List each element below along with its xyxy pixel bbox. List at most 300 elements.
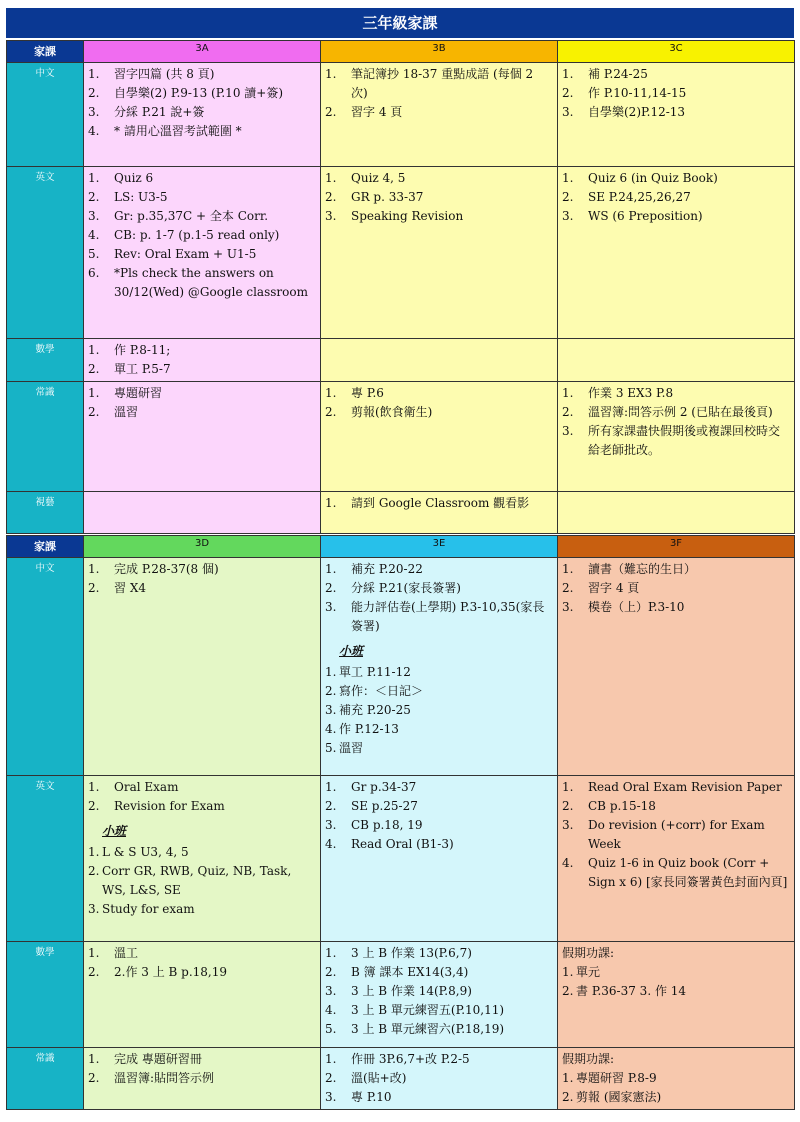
item-number: 2. [325, 684, 337, 698]
homework-list [88, 560, 316, 598]
homework-cell [558, 167, 795, 339]
table-row [7, 382, 795, 492]
table-row [7, 63, 795, 167]
item-text: SE P.24,25,26,27 [588, 190, 691, 204]
list-item [325, 982, 553, 1001]
header-label: 家課 [7, 41, 84, 63]
item-text: GR p. 33-37 [351, 190, 424, 204]
item-text: SE p.25-27 [351, 799, 418, 813]
item-text: Quiz 6 (in Quiz Book) [588, 171, 718, 185]
item-number: 1. [325, 562, 337, 576]
item-text: 作 P.8-11; [114, 343, 171, 357]
item-text: LS: U3-5 [114, 190, 168, 204]
list-item [88, 384, 316, 403]
item-number: 2. [325, 581, 337, 595]
homework-list [325, 65, 553, 122]
list-item [325, 778, 553, 797]
list-item [325, 384, 553, 403]
item-text: 習 X4 [114, 581, 146, 595]
item-number: 3. [562, 209, 574, 223]
homework-list [325, 384, 553, 422]
item-number: 4. [88, 124, 100, 138]
item-text: 3 上 B 單元練習五(P.10,11) [351, 1003, 505, 1017]
class-header: 3E [321, 536, 558, 558]
item-number: 1. [325, 780, 337, 794]
item-text: *Pls check the answers on 30/12(Wed) @Google classroom [114, 266, 308, 299]
table-row [7, 558, 795, 776]
class-header: 3C [558, 41, 795, 63]
list-item [88, 1050, 316, 1069]
item-number: 2. [562, 405, 574, 419]
list-item [562, 982, 790, 1001]
item-number: 1. [562, 562, 574, 576]
item-text: Corr GR, RWB, Quiz, NB, Task, WS, L&S, SE [102, 864, 292, 897]
item-text: 補充 P.20-25 [339, 703, 411, 717]
homework-list [325, 778, 553, 854]
item-text: Read Oral (B1-3) [351, 837, 454, 851]
homework-cell [558, 63, 795, 167]
item-text: 專 P.6 [351, 386, 384, 400]
item-text: Gr: p.35,37C + 全本 Corr. [114, 209, 269, 223]
homework-cell [558, 492, 795, 534]
list-item [562, 188, 790, 207]
item-number: 2. [88, 799, 100, 813]
list-item [562, 778, 790, 797]
list-item [562, 103, 790, 122]
homework-list [562, 169, 790, 226]
item-text: 分綵 P.21(家長簽署) [351, 581, 461, 595]
item-text: L & S U3, 4, 5 [102, 845, 189, 859]
table-row [7, 167, 795, 339]
homework-list [325, 663, 553, 758]
item-number: 2. [88, 190, 100, 204]
list-item [88, 963, 316, 982]
list-item [325, 560, 553, 579]
item-number: 1. [562, 386, 574, 400]
holiday-note: 假期功課: [562, 946, 615, 960]
item-number: 1. [325, 946, 337, 960]
list-item [325, 103, 553, 122]
item-number: 3. [325, 703, 337, 717]
homework-table-1 [6, 40, 795, 534]
item-text: * 請用心溫習考試範圍 * [114, 124, 242, 138]
item-text: 溫習 [339, 741, 364, 755]
item-text: 補充 P.20-22 [351, 562, 423, 576]
item-text: 分綵 P.21 說+簽 [114, 105, 205, 119]
item-text: CB p.18, 19 [351, 818, 423, 832]
homework-cell [84, 1048, 321, 1110]
list-item [562, 403, 790, 422]
homework-cell [558, 942, 795, 1048]
list-item [88, 360, 316, 379]
item-number: 1. [88, 845, 100, 859]
list-item [88, 207, 316, 226]
item-number: 3. [325, 209, 337, 223]
homework-list [562, 560, 790, 617]
homework-table-2 [6, 535, 795, 1110]
item-number: 3. [325, 984, 337, 998]
item-number: 5. [88, 247, 100, 261]
list-item [562, 797, 790, 816]
item-number: 1. [562, 1071, 574, 1085]
homework-cell [84, 942, 321, 1048]
homework-list [562, 1069, 790, 1107]
item-text: 作 P.12-13 [339, 722, 399, 736]
table-row [7, 942, 795, 1048]
subject-label: 英文 [7, 776, 84, 942]
item-number: 2. [562, 190, 574, 204]
item-text: Rev: Oral Exam + U1-5 [114, 247, 257, 261]
list-item [562, 816, 790, 854]
homework-cell [321, 942, 558, 1048]
list-item [88, 1069, 316, 1088]
item-text: 能力評估卷(上學期) P.3-10,35(家長簽署) [351, 600, 545, 633]
item-number: 2. [88, 864, 100, 878]
homework-list [88, 169, 316, 302]
item-text: Oral Exam [114, 780, 179, 794]
list-item [562, 422, 790, 460]
item-text: 模卷（上）P.3-10 [588, 600, 685, 614]
item-number: 1. [562, 780, 574, 794]
list-item [325, 701, 553, 720]
list-item [562, 598, 790, 617]
homework-list [562, 384, 790, 460]
list-item [325, 739, 553, 758]
item-number: 1. [88, 171, 100, 185]
homework-cell [558, 776, 795, 942]
list-item [88, 862, 316, 900]
item-text: 溫習 [114, 405, 139, 419]
item-text: Read Oral Exam Revision Paper [588, 780, 782, 794]
homework-cell [84, 382, 321, 492]
list-item [88, 778, 316, 797]
item-text: CB: p. 1-7 (p.1-5 read only) [114, 228, 280, 242]
list-item [325, 1001, 553, 1020]
item-text: 溫習簿:問答示例 2 (已貼在最後頁) [588, 405, 773, 419]
table-row [7, 1048, 795, 1110]
item-text: 完成 專題研習冊 [114, 1052, 202, 1066]
list-item [562, 65, 790, 84]
homework-cell [321, 339, 558, 382]
list-item [88, 245, 316, 264]
homework-cell [321, 558, 558, 776]
list-item [562, 84, 790, 103]
item-number: 4. [562, 856, 574, 870]
item-number: 2. [88, 86, 100, 100]
item-text: Do revision (+corr) for Exam Week [588, 818, 765, 851]
item-number: 3. [88, 209, 100, 223]
item-text: CB p.15-18 [588, 799, 656, 813]
list-item [88, 65, 316, 84]
homework-list [88, 341, 316, 379]
holiday-note: 假期功課: [562, 1052, 615, 1066]
item-text: 習字 4 頁 [351, 105, 403, 119]
subject-label: 中文 [7, 558, 84, 776]
item-number: 1. [88, 1052, 100, 1066]
item-text: 自學樂(2)P.12-13 [588, 105, 686, 119]
item-text: 書 P.36-37 3. 作 14 [576, 984, 687, 998]
homework-list [562, 778, 790, 892]
item-text: 作冊 3P.6,7+改 P.2-5 [351, 1052, 470, 1066]
item-number: 3. [325, 600, 337, 614]
list-item [325, 1069, 553, 1088]
item-text: 習字四篇 (共 8 頁) [114, 67, 215, 81]
homework-list [88, 778, 316, 816]
list-item [88, 944, 316, 963]
subject-label: 常識 [7, 1048, 84, 1110]
item-number: 2. [562, 86, 574, 100]
item-text: 寫作：＜日記＞ [339, 684, 424, 698]
item-number: 1. [562, 171, 574, 185]
list-item [88, 122, 316, 141]
page-title: 三年級家課 [6, 8, 794, 38]
list-item [325, 207, 553, 226]
item-number: 1. [88, 386, 100, 400]
homework-cell [321, 776, 558, 942]
item-number: 2. [562, 984, 574, 998]
subject-label: 數學 [7, 339, 84, 382]
class-header: 3D [84, 536, 321, 558]
list-item [562, 854, 790, 892]
homework-list [88, 1050, 316, 1088]
homework-list [562, 65, 790, 122]
list-item [325, 682, 553, 701]
list-item [325, 598, 553, 636]
list-item [88, 226, 316, 245]
list-item [88, 403, 316, 422]
item-number: 2. [325, 105, 337, 119]
list-item [562, 1069, 790, 1088]
item-number: 3. [562, 105, 574, 119]
homework-cell [321, 63, 558, 167]
homework-cell [84, 63, 321, 167]
item-number: 3. [562, 818, 574, 832]
item-number: 2. [325, 1071, 337, 1085]
header-label: 家課 [7, 536, 84, 558]
subject-label: 常識 [7, 382, 84, 492]
item-text: 專 P.10 [351, 1090, 392, 1104]
item-number: 2. [88, 405, 100, 419]
item-number: 1. [325, 665, 337, 679]
item-text: 請到 Google Classroom 觀看影 [351, 496, 530, 510]
list-item [325, 169, 553, 188]
list-item [325, 1020, 553, 1039]
homework-cell [84, 339, 321, 382]
homework-list [88, 384, 316, 422]
item-text: Quiz 1-6 in Quiz book (Corr + Sign x 6) [家長同簽署黃色封面內頁] [588, 856, 788, 889]
homework-list [88, 944, 316, 982]
item-text: 剪報 (國家憲法) [576, 1090, 662, 1104]
item-text: 3 上 B 單元練習六(P.18,19) [351, 1022, 505, 1036]
list-item [88, 900, 316, 919]
homework-cell [84, 558, 321, 776]
item-number: 2. [88, 362, 100, 376]
list-item [88, 84, 316, 103]
item-number: 1. [88, 780, 100, 794]
item-text: 單工 P.5-7 [114, 362, 171, 376]
item-text: Quiz 6 [114, 171, 154, 185]
homework-cell [321, 382, 558, 492]
item-text: 單元 [576, 965, 601, 979]
item-text: 所有家課盡快假期後或複課回校時交給老師批改。 [588, 424, 781, 457]
homework-cell [321, 167, 558, 339]
item-number: 4. [325, 722, 337, 736]
list-item [562, 579, 790, 598]
item-text: 溫工 [114, 946, 139, 960]
homework-cell [84, 167, 321, 339]
item-number: 1. [325, 171, 337, 185]
item-text: Quiz 4, 5 [351, 171, 406, 185]
class-header: 3A [84, 41, 321, 63]
item-number: 1. [88, 67, 100, 81]
item-number: 2. [325, 190, 337, 204]
list-item [325, 579, 553, 598]
item-number: 1. [562, 965, 574, 979]
homework-list [88, 843, 316, 919]
list-item [562, 169, 790, 188]
list-item [325, 1088, 553, 1107]
homework-cell [558, 1048, 795, 1110]
homework-cell [321, 1048, 558, 1110]
homework-cell [558, 558, 795, 776]
item-number: 2. [325, 405, 337, 419]
list-item [88, 169, 316, 188]
homework-cell [321, 492, 558, 534]
item-number: 4. [88, 228, 100, 242]
homework-list [325, 169, 553, 226]
item-number: 4. [325, 837, 337, 851]
item-number: 1. [325, 496, 337, 510]
list-item [325, 944, 553, 963]
subject-label: 英文 [7, 167, 84, 339]
list-item [325, 963, 553, 982]
item-text: B 簿 課本 EX14(3,4) [351, 965, 469, 979]
item-number: 3. [88, 105, 100, 119]
homework-list [325, 1050, 553, 1107]
class-header: 3B [321, 41, 558, 63]
item-text: 剪報(飲食衛生) [351, 405, 433, 419]
item-number: 3. [562, 600, 574, 614]
item-text: 習字 4 頁 [588, 581, 640, 595]
item-text: 讀書（難忘的生日） [588, 562, 697, 576]
item-text: 溫(貼+改) [351, 1071, 407, 1085]
homework-cell [558, 339, 795, 382]
list-item [325, 403, 553, 422]
item-text: Speaking Revision [351, 209, 464, 223]
item-text: 3 上 B 作業 13(P.6,7) [351, 946, 472, 960]
list-item [562, 963, 790, 982]
item-text: 補 P.24-25 [588, 67, 648, 81]
homework-list [325, 944, 553, 1039]
item-text: 完成 P.28-37(8 個) [114, 562, 219, 576]
item-text: 專題研習 [114, 386, 163, 400]
list-item [325, 816, 553, 835]
item-number: 5. [325, 741, 337, 755]
item-number: 2. [325, 965, 337, 979]
item-number: 1. [88, 946, 100, 960]
list-item [88, 560, 316, 579]
list-item [562, 384, 790, 403]
list-item [88, 797, 316, 816]
list-item [88, 264, 316, 302]
list-item [325, 65, 553, 103]
list-item [325, 797, 553, 816]
list-item [562, 207, 790, 226]
list-item [325, 663, 553, 682]
table-row [7, 776, 795, 942]
item-number: 1. [325, 1052, 337, 1066]
list-item [88, 341, 316, 360]
item-number: 2. [562, 1090, 574, 1104]
item-number: 3. [562, 424, 574, 438]
item-number: 2. [88, 581, 100, 595]
item-text: 自學樂(2) P.9-13 (P.10 讀+簽) [114, 86, 284, 100]
list-item [325, 494, 553, 513]
table-row [7, 492, 795, 534]
item-number: 1. [325, 386, 337, 400]
item-number: 3. [325, 1090, 337, 1104]
item-number: 2. [88, 1071, 100, 1085]
list-item [88, 188, 316, 207]
item-number: 2. [325, 799, 337, 813]
item-text: 筆記簿抄 18-37 重點成語 (每個 2 次) [351, 67, 534, 100]
list-item [88, 579, 316, 598]
item-number: 1. [88, 562, 100, 576]
list-item [325, 720, 553, 739]
homework-list [562, 963, 790, 1001]
item-text: 專題研習 P.8-9 [576, 1071, 657, 1085]
item-number: 5. [325, 1022, 337, 1036]
item-text: Gr p.34-37 [351, 780, 417, 794]
list-item [325, 188, 553, 207]
list-item [325, 835, 553, 854]
item-text: 3 上 B 作業 14(P.8,9) [351, 984, 472, 998]
homework-cell [558, 382, 795, 492]
item-number: 1. [325, 67, 337, 81]
subject-label: 視藝 [7, 492, 84, 534]
item-number: 2. [562, 581, 574, 595]
homework-list [325, 494, 553, 513]
list-item [562, 560, 790, 579]
item-text: 作業 3 EX3 P.8 [588, 386, 674, 400]
list-item [88, 103, 316, 122]
table-row [7, 339, 795, 382]
item-number: 3. [88, 902, 100, 916]
homework-cell [84, 492, 321, 534]
homework-list [88, 65, 316, 141]
subject-label: 中文 [7, 63, 84, 167]
item-text: 2.作 3 上 B p.18,19 [114, 965, 228, 979]
item-number: 6. [88, 266, 100, 280]
list-item [562, 1088, 790, 1107]
class-header: 3F [558, 536, 795, 558]
item-text: Study for exam [102, 902, 195, 916]
item-number: 3. [325, 818, 337, 832]
item-text: 作 P.10-11,14-15 [588, 86, 687, 100]
item-text: Revision for Exam [114, 799, 225, 813]
list-item [88, 843, 316, 862]
small-class-heading: 小班 [102, 824, 127, 838]
list-item [325, 1050, 553, 1069]
item-number: 2. [562, 799, 574, 813]
homework-cell [84, 776, 321, 942]
homework-list [325, 560, 553, 636]
item-number: 1. [562, 67, 574, 81]
item-number: 4. [325, 1003, 337, 1017]
item-text: 溫習簿:貼問答示例 [114, 1071, 215, 1085]
item-text: WS (6 Preposition) [588, 209, 703, 223]
item-number: 1. [88, 343, 100, 357]
